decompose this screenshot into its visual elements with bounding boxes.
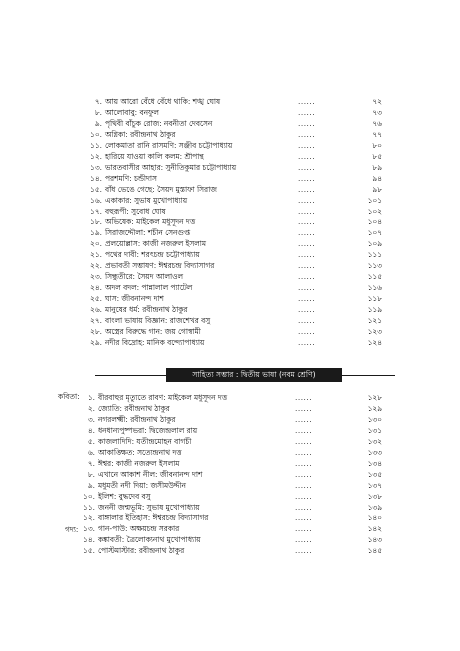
entry-page: ৮০ xyxy=(372,140,382,150)
toc-entry xyxy=(0,152,460,162)
entry-page: ১১৯ xyxy=(367,305,382,315)
entry-page: ১১৬ xyxy=(367,283,382,293)
toc-entry xyxy=(0,535,460,545)
toc-entry xyxy=(0,174,460,184)
entry-number: ২১. xyxy=(90,250,102,260)
toc-entry xyxy=(0,503,460,513)
entry-page: ৮৫ xyxy=(372,151,382,161)
entry-title: অগ্নিকা: রবীন্দ্রনাথ ঠাকুর xyxy=(105,129,176,139)
entry-number: ১৬. xyxy=(90,195,102,205)
entry-number: ১৯. xyxy=(90,228,102,238)
toc-entry xyxy=(0,261,460,271)
toc-entry xyxy=(0,196,460,206)
entry-number: ১৭. xyxy=(90,206,102,216)
entry-page: ১১৩ xyxy=(367,261,382,271)
entry-leader: ...... xyxy=(298,326,316,336)
entry-leader: ...... xyxy=(295,403,313,413)
entry-leader: ...... xyxy=(295,502,313,512)
toc-entry xyxy=(0,415,460,425)
entry-leader: ...... xyxy=(298,129,316,139)
entry-title: সিরাজদ্দৌলা: শচীন সেনগুপ্ত xyxy=(105,228,191,238)
entry-number: ১০. xyxy=(90,129,102,139)
entry-title: বহুরূপী: সুবোধ ঘোষ xyxy=(105,206,166,216)
entry-page: ১৩৪ xyxy=(367,458,382,468)
entry-title: প্রভাবতী সম্ভাষণ: ঈশ্বরচন্দ্র বিদ্যাসাগর xyxy=(105,261,215,271)
entry-page: ৭৬ xyxy=(372,118,382,128)
entry-number: ৯. xyxy=(87,480,95,490)
entry-number: ৫. xyxy=(87,436,95,446)
entry-page: ১৪৩ xyxy=(367,535,382,545)
entry-page: ৭৭ xyxy=(372,129,382,139)
entry-page: ১৩৯ xyxy=(367,502,382,512)
entry-number: ৪. xyxy=(87,425,95,435)
toc-entry xyxy=(0,305,460,315)
entry-number: ২৭. xyxy=(90,316,102,325)
entry-title: লোকমাতা রানি রাসমণি: সঞ্জীব চট্টোপাধ্যায় xyxy=(105,140,233,150)
toc-entry xyxy=(0,130,460,140)
entry-number: ৮. xyxy=(94,107,102,117)
toc-entry xyxy=(0,316,460,326)
entry-title: একাকার: সুভাষ মুখোপাধ্যায় xyxy=(105,195,188,205)
entry-leader: ...... xyxy=(298,97,316,106)
entry-number: ২৬. xyxy=(90,305,102,315)
entry-page: ৭২ xyxy=(372,97,382,106)
entry-title: ইলিশ: বুদ্ধদেব বসু xyxy=(98,491,151,501)
entry-leader: ...... xyxy=(298,337,316,347)
entry-title: ভারতবাসীর আহার: সুনীতিকুমার চট্টোপাধ্যায় xyxy=(105,162,237,172)
toc-entry xyxy=(0,448,460,458)
entry-page: ১৩৭ xyxy=(367,480,382,490)
entry-leader: ...... xyxy=(298,140,316,150)
toc-entry xyxy=(0,470,460,480)
entry-title: জ্যোতি: রবীন্দ্রনাথ ঠাকুর xyxy=(98,403,170,413)
category-prose: গদ্য: xyxy=(65,525,79,534)
toc-entry xyxy=(0,108,460,118)
toc-entry xyxy=(0,426,460,436)
toc-entry xyxy=(0,393,460,403)
entry-leader: ...... xyxy=(298,206,316,216)
entry-title: জননী জন্মভূমি: সুভাষ মুখোপাধ্যায় xyxy=(98,502,200,512)
entry-number: ১২. xyxy=(83,513,95,523)
entry-page: ১১৮ xyxy=(367,294,382,304)
entry-page: ১৩০ xyxy=(367,414,382,424)
entry-number: ৭. xyxy=(87,458,95,468)
entry-page: ১২৩ xyxy=(367,326,382,336)
entry-title: বাঙ্গালার ইতিহাস: ঈশ্বরচন্দ্র বিদ্যাসাগর xyxy=(98,513,209,523)
toc-entry xyxy=(0,524,460,534)
toc-entry xyxy=(0,250,460,260)
entry-leader: ...... xyxy=(298,261,316,271)
entry-leader: ...... xyxy=(295,436,313,446)
category-poetry: কবিতা: xyxy=(58,392,80,401)
entry-number: ২৮. xyxy=(90,326,102,336)
entry-leader: ...... xyxy=(298,217,316,227)
entry-leader: ...... xyxy=(298,228,316,238)
toc-entry xyxy=(0,217,460,227)
toc-entry xyxy=(0,404,460,414)
entry-title: আলোবাবু: বনফুল xyxy=(105,107,159,117)
entry-title: অদল বদল: পান্নালাল প্যাটেল xyxy=(105,283,193,293)
toc-entry xyxy=(0,459,460,469)
entry-page: ১২৪ xyxy=(367,337,382,347)
entry-page: ১১৫ xyxy=(367,272,382,282)
toc-entry xyxy=(0,239,460,249)
entry-title: পরশমণি: চন্ডীদাস xyxy=(105,173,157,183)
entry-number: ১৮. xyxy=(90,217,102,227)
entry-title: বাংলা ভাষায় বিজ্ঞান: রাজশেখর বসু xyxy=(105,316,211,325)
toc-entry xyxy=(0,272,460,282)
entry-leader: ...... xyxy=(295,546,313,556)
entry-title: মানুষের ধর্ম: রবীন্দ্রনাথ ঠাকুর xyxy=(105,305,188,315)
entry-page: ১০৪ xyxy=(367,217,382,227)
entry-page: ৮৯ xyxy=(372,162,382,172)
entry-page: ১৩৫ xyxy=(367,469,382,479)
entry-leader: ...... xyxy=(295,524,313,534)
entry-title: পোস্টমাস্টার: রবীন্দ্রনাথ ঠাকুর xyxy=(98,546,185,556)
entry-page: ১৩৩ xyxy=(367,447,382,457)
entry-page: ১০৭ xyxy=(367,228,382,238)
entry-leader: ...... xyxy=(298,151,316,161)
entry-page: ১৩১ xyxy=(367,425,382,435)
toc-entry xyxy=(0,294,460,304)
entry-leader: ...... xyxy=(298,184,316,194)
entry-number: ৬. xyxy=(87,447,95,457)
entry-leader: ...... xyxy=(298,162,316,172)
toc-entry xyxy=(0,492,460,502)
entry-number: ২৩. xyxy=(90,272,102,282)
entry-page: ১২১ xyxy=(367,316,382,325)
entry-page: ১৪০ xyxy=(367,513,382,523)
entry-number: ৯. xyxy=(94,118,102,128)
entry-title: মধুমতী নদী দিয়া: জসীমউদ্দীন xyxy=(98,480,186,490)
entry-title: ঘাস: জীবনানন্দ দাশ xyxy=(105,294,164,304)
entry-title: ধনধান্যপুষ্পভরা: দ্বিজেন্দ্রলাল রায় xyxy=(98,425,198,435)
entry-leader: ...... xyxy=(295,469,313,479)
entry-page: ৯৮ xyxy=(372,184,382,194)
entry-number: ২৯. xyxy=(90,337,102,347)
entry-page: ১৩২ xyxy=(367,436,382,446)
entry-page: ১২৮ xyxy=(367,393,382,402)
entry-leader: ...... xyxy=(298,316,316,325)
entry-number: ২. xyxy=(87,403,95,413)
entry-title: নগরলক্ষ্মী: রবীন্দ্রনাথ ঠাকুর xyxy=(98,414,176,424)
toc-entry xyxy=(0,163,460,173)
entry-leader: ...... xyxy=(298,283,316,293)
entry-number: ১৪. xyxy=(90,173,102,183)
toc-entry xyxy=(0,283,460,293)
entry-leader: ...... xyxy=(295,447,313,457)
entry-page: ৭৩ xyxy=(372,107,382,117)
entry-number: ১১. xyxy=(83,502,95,512)
entry-page: ১০৯ xyxy=(367,239,382,249)
entry-page: ৯৪ xyxy=(372,173,382,183)
entry-title: গান-পাউ: অক্ষয়চন্দ্র সরকার xyxy=(98,524,180,534)
entry-leader: ...... xyxy=(295,491,313,501)
entry-number: ১০. xyxy=(83,491,95,501)
toc-entry xyxy=(0,327,460,337)
entry-page: ১৩৮ xyxy=(367,491,382,501)
entry-leader: ...... xyxy=(298,173,316,183)
toc-entry xyxy=(0,185,460,195)
entry-title: এখানে আকাশ নীল: জীবনানন্দ দাশ xyxy=(98,469,203,479)
entry-leader: ...... xyxy=(295,513,313,523)
toc-entry xyxy=(0,228,460,238)
entry-number: ১৩. xyxy=(83,524,95,534)
toc-entry xyxy=(0,481,460,491)
entry-leader: ...... xyxy=(295,480,313,490)
entry-number: ১৫. xyxy=(83,546,95,556)
toc-entry xyxy=(0,207,460,217)
entry-title: পথের দাবী: শরৎচন্দ্র চট্টোপাধ্যায় xyxy=(105,250,200,260)
entry-leader: ...... xyxy=(298,195,316,205)
entry-title: বীরবাহুর মৃত্যুতে রাবণ: মাইকেল মধুসূদন দত্ত xyxy=(98,393,227,402)
entry-title: হারিয়ে যাওয়া কালি কলম: শ্রীপান্থ xyxy=(105,151,204,161)
entry-leader: ...... xyxy=(298,294,316,304)
entry-number: ১৫. xyxy=(90,184,102,194)
entry-title: কঙ্কাবতী: ত্রৈলোক্যনাথ মুখোপাধ্যায় xyxy=(98,535,201,545)
entry-number: ৮. xyxy=(87,469,95,479)
toc-entry xyxy=(0,141,460,151)
entry-page: ১২৯ xyxy=(367,403,382,413)
entry-title: ঈশ্বর: কাজী নজরুল ইসলাম xyxy=(98,458,180,468)
toc-entry xyxy=(0,119,460,129)
entry-title: অভিষেক: মাইকেল মধুসূদন দত্ত xyxy=(105,217,196,227)
entry-title: কাজলাদিদি: যতীন্দ্রমোহন বাগচী xyxy=(98,436,192,446)
entry-title: সিন্ধুতীরে: সৈয়দ আলাওল xyxy=(105,272,184,282)
entry-leader: ...... xyxy=(298,118,316,128)
toc-entry xyxy=(0,437,460,447)
entry-leader: ...... xyxy=(295,535,313,545)
entry-number: ২০. xyxy=(90,239,102,249)
entry-number: ১৩. xyxy=(90,162,102,172)
entry-number: ২২. xyxy=(90,261,102,271)
entry-number: ১১. xyxy=(90,140,102,150)
entry-number: ৩. xyxy=(87,414,95,424)
entry-number: ১. xyxy=(87,393,95,402)
entry-leader: ...... xyxy=(295,393,313,402)
entry-number: ৭. xyxy=(94,97,102,106)
entry-leader: ...... xyxy=(298,239,316,249)
entry-title: অস্ত্রের বিরুদ্ধে গান: জয় গোস্বামী xyxy=(105,326,201,336)
entry-title: আয় আরো বেঁধে বেঁধে থাকি: শঙ্খ ঘোষ xyxy=(105,97,221,106)
entry-title: বাঁধ ভেঙে গেছে: সৈয়দ মুস্তাফা সিরাজ xyxy=(105,184,217,194)
entry-title: নদীর বিদ্রোহ: মানিক বন্দ্যোপাধ্যায় xyxy=(105,337,205,347)
entry-leader: ...... xyxy=(298,272,316,282)
entry-page: ১৪২ xyxy=(367,524,382,534)
entry-leader: ...... xyxy=(295,458,313,468)
entry-number: ২৪. xyxy=(90,283,102,293)
entry-leader: ...... xyxy=(298,250,316,260)
toc-entry xyxy=(0,97,460,107)
toc-entry xyxy=(0,546,460,556)
entry-number: ২৫. xyxy=(90,294,102,304)
section-banner: সাহিত্য সম্ভার : দ্বিতীয় ভাষা (নবম শ্রেণি) xyxy=(166,368,342,382)
entry-title: পৃথিবী বাঁচুক রোজ: নবনীতা দেবসেন xyxy=(105,118,213,128)
entry-page: ১১১ xyxy=(367,250,382,260)
entry-leader: ...... xyxy=(298,305,316,315)
entry-leader: ...... xyxy=(298,107,316,117)
entry-title: আকাঙ্ক্ষিত: সত্যেন্দ্রনাথ দত্ত xyxy=(98,447,182,457)
entry-page: ১০২ xyxy=(367,206,382,216)
entry-page: ১০১ xyxy=(367,195,382,205)
entry-number: ১২. xyxy=(90,151,102,161)
entry-leader: ...... xyxy=(295,425,313,435)
entry-page: ১৪৫ xyxy=(367,546,382,556)
entry-leader: ...... xyxy=(295,414,313,424)
entry-title: প্রলয়োল্লাস: কাজী নজরুল ইসলাম xyxy=(105,239,207,249)
entry-number: ১৪. xyxy=(83,535,95,545)
toc-entry xyxy=(0,513,460,523)
toc-entry xyxy=(0,338,460,348)
